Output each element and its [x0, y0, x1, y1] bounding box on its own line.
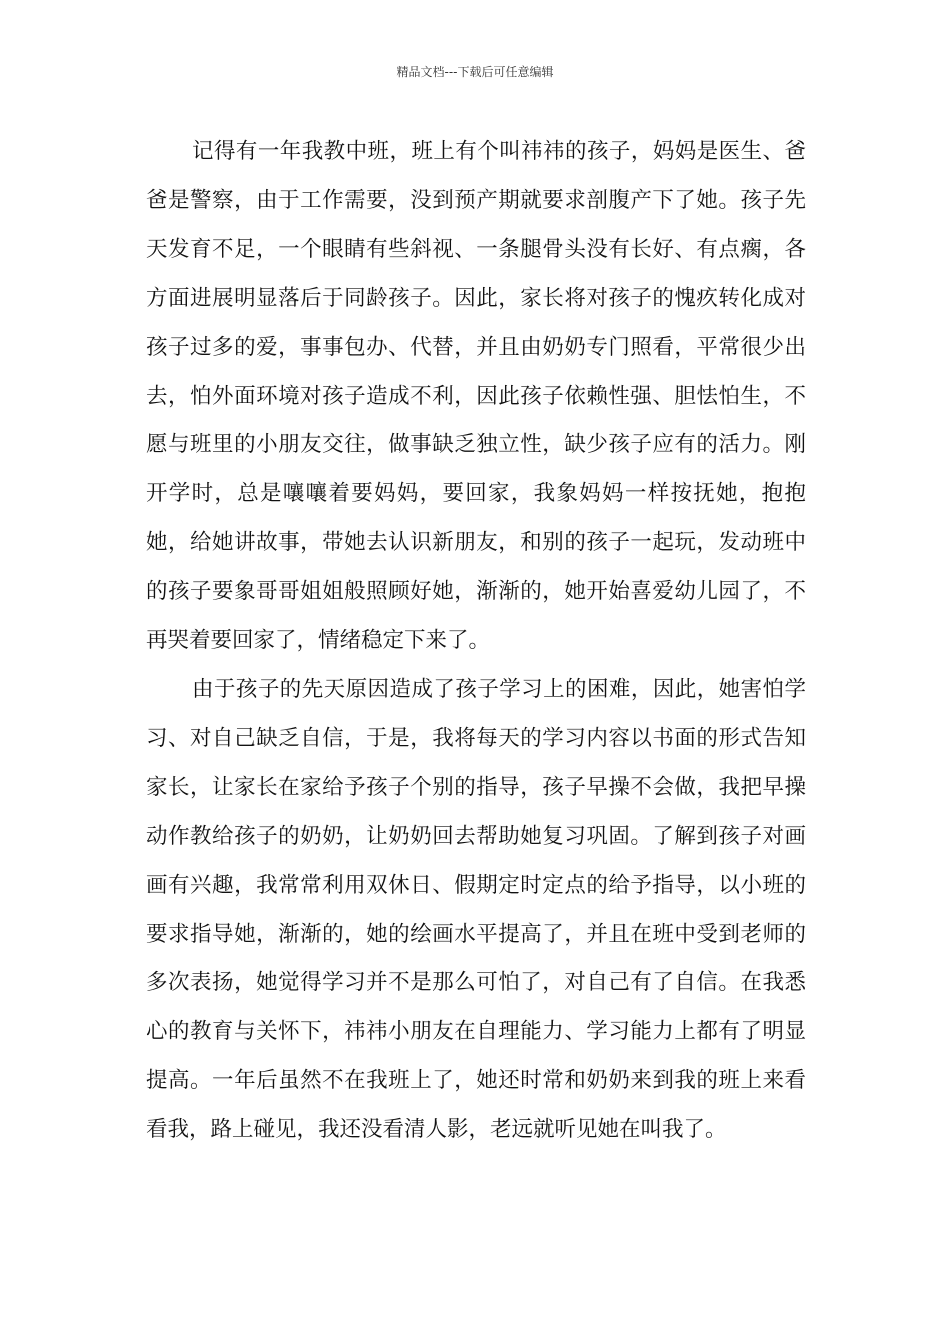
document-body — [146, 128, 806, 1155]
page-header: 精品文档---下载后可任意编辑 — [396, 65, 554, 79]
paragraph-1: 记得有一年我教中班，班上有个叫祎祎的孩子，妈妈是医生、爸爸是警察，由于工作需要，没到预产期就要求剖腹产下了她。孩子先天发育不足，一个眼睛有些斜视、一条腿骨头没有长好、有点瘸，各方面进展明显落后于同龄孩子。因此，家长将对孩子的愧疚转化成对孩子过多的爱，事事包办、代替，并且由奶奶专门照看，平常很少出去，怕外面环境对孩子造成不利，因此孩子依赖性强、胆怯怕生，不愿与班里的小朋友交往，做事缺乏独立性，缺少孩子应有的活力。刚开学时，总是嚷嚷着要妈妈，要回家，我象妈妈一样按抚她，抱抱她，给她讲故事，带她去认识新朋友，和别的孩子一起玩，发动班中的孩子要象哥哥姐姐般照顾好她，渐渐的，她开始喜爱幼儿园了，不再哭着要回家了，情绪稳定下来了。 — [146, 139, 806, 654]
paragraph-2: 由于孩子的先天原因造成了孩子学习上的困难，因此，她害怕学习、对自己缺乏自信，于是，我将每天的学习内容以书面的形式告知家长，让家长在家给予孩子个别的指导，孩子早操不会做，我把早操动作教给孩子的奶奶，让奶奶回去帮助她复习巩固。了解到孩子对画画有兴趣，我常常利用双休日、假期定时定点的给予指导，以小班的要求指导她，渐渐的，她的绘画水平提高了，并且在班中受到老师的多次表扬，她觉得学习并不是那么可怕了，对自己有了自信。在我悉心的教育与关怀下，祎祎小朋友在自理能力、学习能力上都有了明显提高。一年后虽然不在我班上了，她还时常和奶奶来到我的班上来看看我，路上碰见，我还没看清人影，老远就听见她在叫我了。 — [146, 676, 806, 1143]
